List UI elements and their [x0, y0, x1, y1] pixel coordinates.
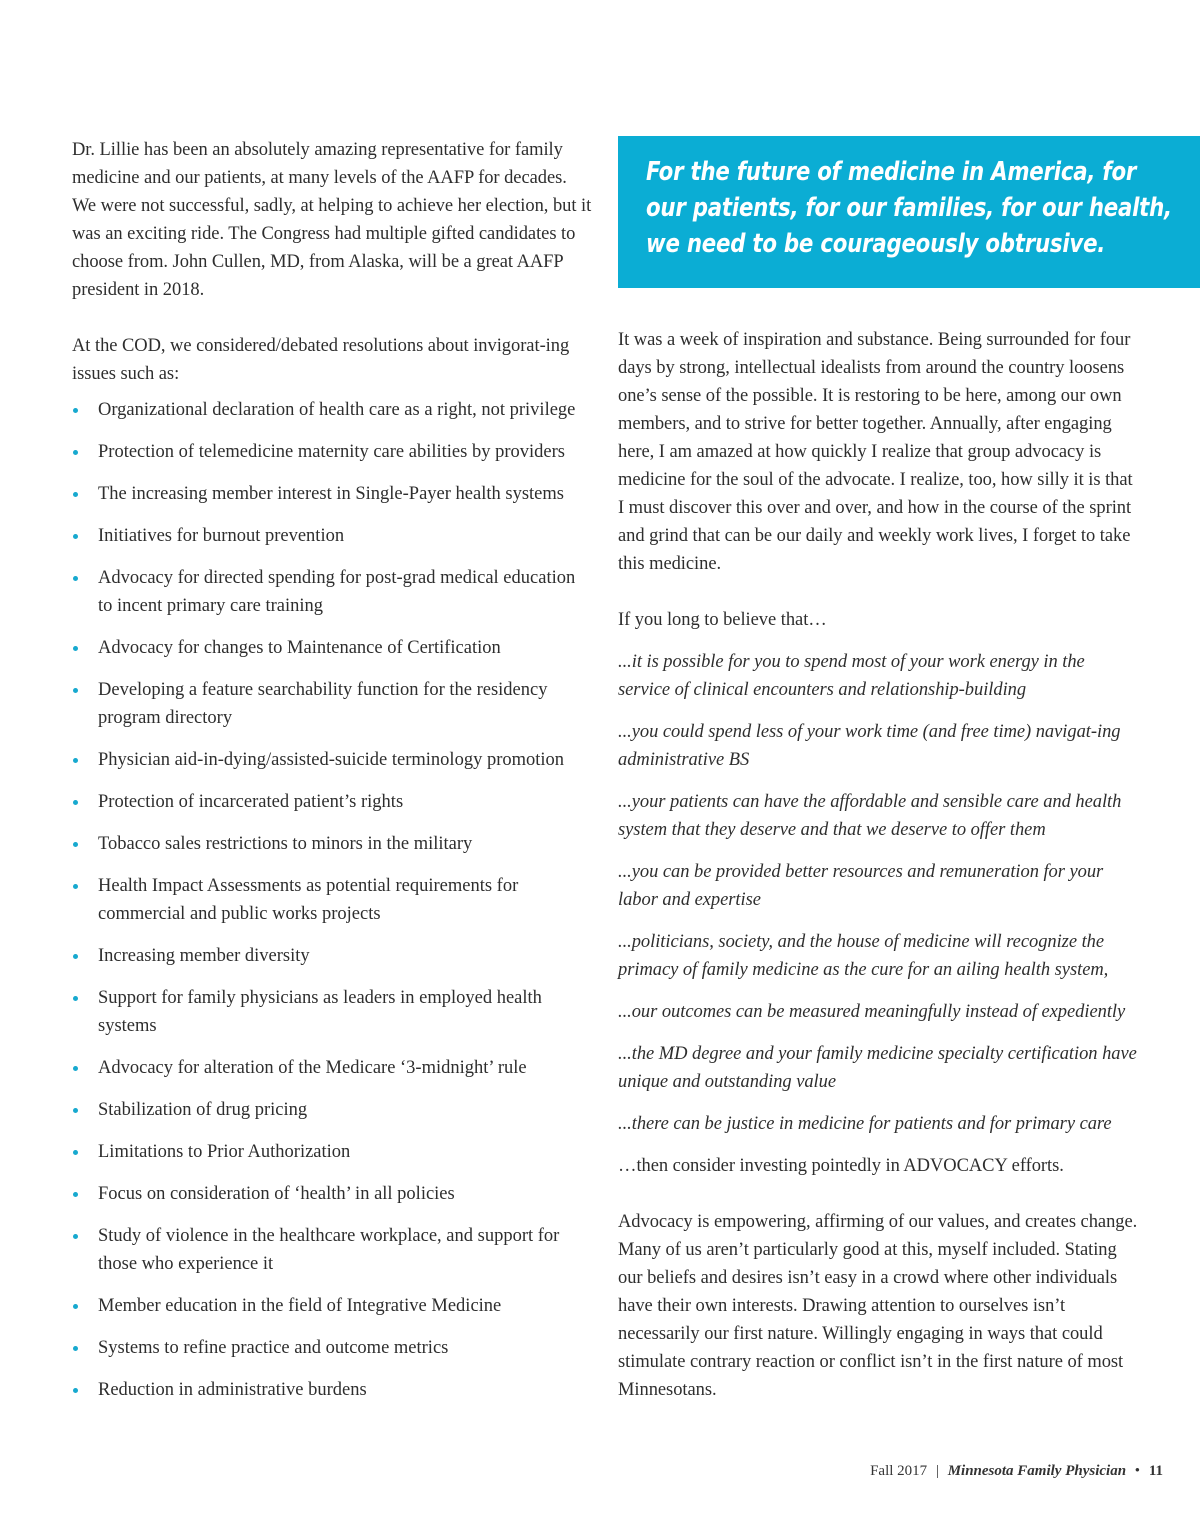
week-paragraph: It was a week of inspiration and substance. Being surrounded for four days by strong, intellectual idealists from around the country loosens one’s sense of the possible. It is restoring to be here, among our own members, and to strive for better together. Annually, after engaging here, I am amazed at how quickly I realize that group advocacy is medicine for the soul of the advocate. I realize, too, how silly it is that I must discover this over and over, and how in the course of the sprint and grind that can be our daily and weekly work lives, I forget to take this medicine.: [618, 330, 1133, 574]
long-to-believe: If you long to believe that…: [618, 610, 827, 630]
bullet-dot-icon: [73, 1192, 78, 1197]
list-item: [72, 984, 592, 1040]
list-item: [72, 396, 592, 424]
list-item-text: Advocacy for alteration of the Medicare ‘3-midnight’ rule: [98, 1058, 527, 1078]
list-item-text: The increasing member interest in Single-Payer health systems: [98, 484, 564, 504]
bullet-dot-icon: [73, 1234, 78, 1239]
page-footer: [870, 1460, 1163, 1482]
list-item-text: Advocacy for directed spending for post-grad medical education to incent primary care training: [98, 568, 576, 616]
bullet-dot-icon: [73, 1150, 78, 1155]
bullet-dot-icon: [73, 1388, 78, 1393]
belief-list: [618, 648, 1138, 1138]
list-item-text: Member education in the field of Integrative Medicine: [98, 1296, 502, 1316]
list-item: [72, 1138, 592, 1166]
list-item-text: Reduction in administrative burdens: [98, 1380, 367, 1400]
list-item: [72, 746, 592, 774]
list-item-text: Support for family physicians as leaders in employed health systems: [98, 988, 542, 1036]
belief-item: ...it is possible for you to spend most of your work energy in the service of clinical encounters and relationship-building: [618, 652, 1085, 700]
list-item-text: Study of violence in the healthcare workplace, and support for those who experience it: [98, 1226, 560, 1274]
list-item-text: Focus on consideration of ‘health’ in all policies: [98, 1184, 455, 1204]
list-item-text: Tobacco sales restrictions to minors in the military: [98, 834, 473, 854]
footer-bullet: •: [1134, 1463, 1141, 1479]
bullet-dot-icon: [73, 688, 78, 693]
pull-quote-text: For the future of medicine in America, for our patients, for our families, for our health, we need to be courageously obtrusive.: [646, 157, 1172, 259]
list-item: [72, 1096, 592, 1124]
list-item-text: Organizational declaration of health care as a right, not privilege: [98, 400, 576, 420]
belief-item: ...you can be provided better resources and remuneration for your labor and expertise: [618, 862, 1104, 910]
bullet-dot-icon: [73, 996, 78, 1001]
list-item: [72, 1054, 592, 1082]
bullet-dot-icon: [73, 758, 78, 763]
list-item: [72, 1376, 592, 1404]
list-item-text: Initiatives for burnout prevention: [98, 526, 345, 546]
bullet-dot-icon: [73, 408, 78, 413]
bullet-dot-icon: [73, 492, 78, 497]
list-item-text: Increasing member diversity: [98, 946, 310, 966]
list-item-text: Protection of telemedicine maternity care abilities by providers: [98, 442, 565, 462]
footer-issue: Fall 2017: [870, 1463, 928, 1479]
bullet-dot-icon: [73, 884, 78, 889]
right-body: [618, 326, 1138, 1404]
list-item: [72, 830, 592, 858]
bullet-dot-icon: [73, 1108, 78, 1113]
intro-paragraph: Dr. Lillie has been an absolutely amazing representative for family medicine and our patients, at many levels of the AAFP for decades. We were not successful, sadly, at helping to achieve her election, but it was an exciting ride. The Congress had multiple gifted candidates to choose from. John Cullen, MD, from Alaska, will be a great AAFP president in 2018.: [72, 140, 592, 300]
bullet-dot-icon: [73, 1346, 78, 1351]
list-item: [72, 1334, 592, 1362]
bullet-dot-icon: [73, 800, 78, 805]
footer-magazine: Minnesota Family Physician: [947, 1463, 1127, 1479]
bullet-dot-icon: [73, 1066, 78, 1071]
list-item-text: Physician aid-in-dying/assisted-suicide terminology promotion: [98, 750, 565, 770]
list-item: [72, 872, 592, 928]
bullet-dot-icon: [73, 1304, 78, 1309]
footer-separator: |: [935, 1463, 939, 1479]
advocacy-paragraph: Advocacy is empowering, affirming of our values, and creates change. Many of us aren’t particularly good at this, myself included. Stating our beliefs and desires isn’t easy in a crowd where other individuals have their own interests. Drawing attention to ourselves isn’t necessarily our first nature. Willingly engaging in ways that could stimulate contrary reaction or conflict isn’t in the first nature of most Minnesotans.: [618, 1212, 1138, 1400]
list-item: [72, 1292, 592, 1320]
list-item: [72, 564, 592, 620]
list-item: [72, 676, 592, 732]
bullet-dot-icon: [73, 842, 78, 847]
list-item: [72, 522, 592, 550]
list-item-text: Developing a feature searchability function for the residency program directory: [98, 680, 548, 728]
belief-item: ...the MD degree and your family medicine specialty certification have unique and outstanding value: [618, 1044, 1137, 1092]
list-item: [72, 1180, 592, 1208]
list-item-text: Limitations to Prior Authorization: [98, 1142, 351, 1162]
belief-item: ...politicians, society, and the house of medicine will recognize the primacy of family medicine as the cure for an ailing health system,: [618, 932, 1109, 980]
belief-item: ...our outcomes can be measured meaningfully instead of expediently: [618, 1002, 1126, 1022]
bullet-dot-icon: [73, 954, 78, 959]
list-item: [72, 480, 592, 508]
page-number: 11: [1148, 1463, 1163, 1479]
list-item: [72, 1222, 592, 1278]
list-item-text: Protection of incarcerated patient’s rights: [98, 792, 404, 812]
list-item-text: Systems to refine practice and outcome metrics: [98, 1338, 449, 1358]
list-item-text: Advocacy for changes to Maintenance of Certification: [98, 638, 501, 658]
pull-quote: [618, 136, 1200, 288]
right-column: [618, 136, 1172, 1404]
belief-item: ...your patients can have the affordable and sensible care and health system that they deserve and that we deserve to offer them: [618, 792, 1122, 840]
then-consider: …then consider investing pointedly in ADVOCACY efforts.: [618, 1156, 1064, 1176]
bullet-dot-icon: [73, 576, 78, 581]
list-item: [72, 438, 592, 466]
list-item: [72, 942, 592, 970]
bullet-dot-icon: [73, 450, 78, 455]
list-item-text: Health Impact Assessments as potential requirements for commercial and public works projects: [98, 876, 519, 924]
left-column: [72, 136, 592, 1418]
belief-item: ...you could spend less of your work time (and free time) navigat-ing administrative BS: [618, 722, 1121, 770]
belief-item: ...there can be justice in medicine for patients and for primary care: [618, 1114, 1112, 1134]
list-item-text: Stabilization of drug pricing: [98, 1100, 308, 1120]
resolution-list: [72, 396, 592, 1404]
list-item: [72, 788, 592, 816]
cod-paragraph: At the COD, we considered/debated resolutions about invigorat-ing issues such as:: [72, 336, 570, 384]
list-item: [72, 634, 592, 662]
bullet-dot-icon: [73, 646, 78, 651]
bullet-dot-icon: [73, 534, 78, 539]
